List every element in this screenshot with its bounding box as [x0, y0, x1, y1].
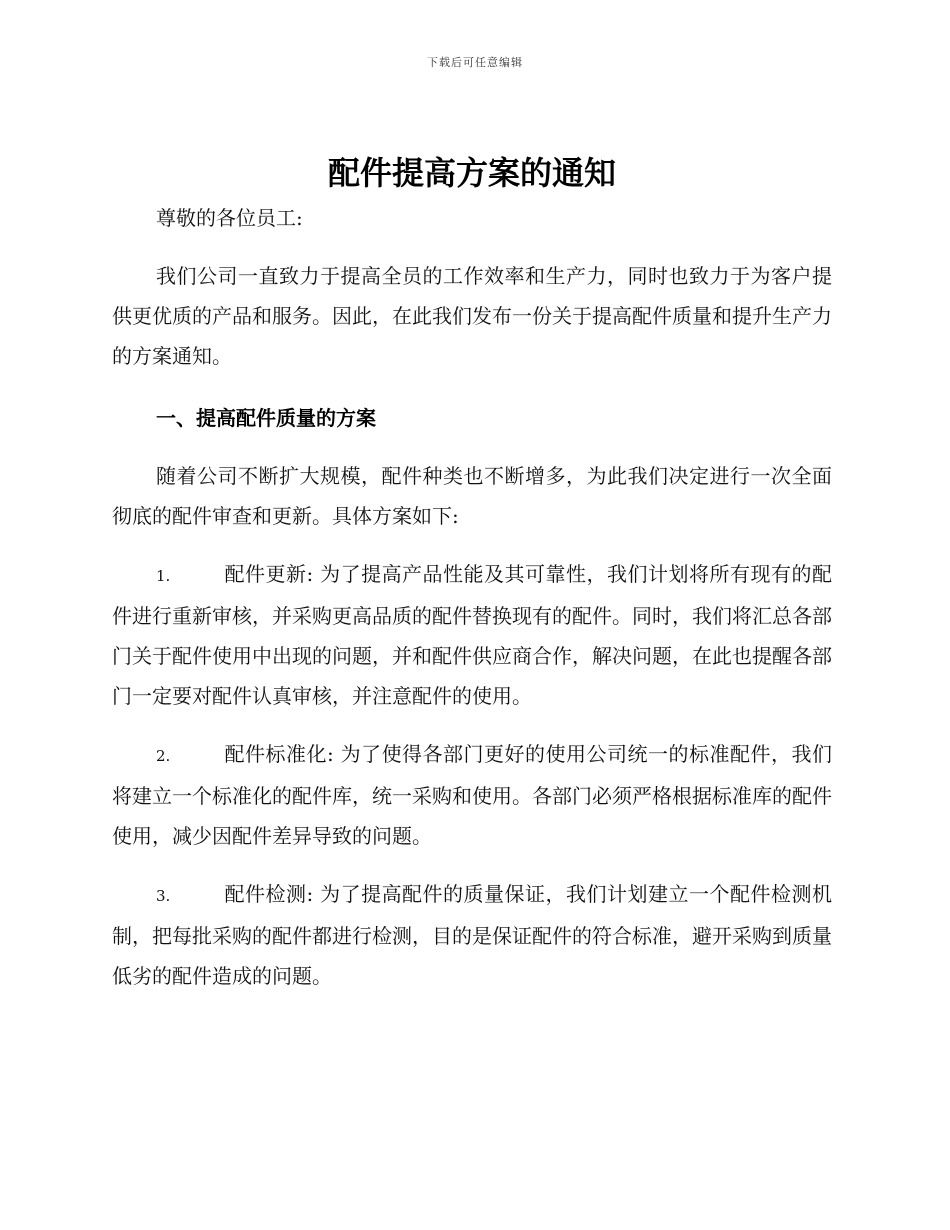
list-item-number: 3. — [156, 887, 171, 905]
list-item-text: 配件更新: 为了提高产品性能及其可靠性，我们计划将所有现有的配件进行重新审核，并采购更高品质的配件替换现有的配件。同时，我们将汇总各部门关于配件使用中出现的问题，并和配件供应商合作，解决问题，在此也提醒各部门一定要对配件认真审核，并注意配件的使用。 — [112, 562, 832, 708]
list-item — [112, 874, 832, 996]
list-item-number: 1. — [156, 567, 171, 585]
document-title: 配件提高方案的通知 — [327, 154, 616, 192]
list-item-text: 配件标准化: 为了使得各部门更好的使用公司统一的标准配件，我们将建立一个标准化的配件库，统一采购和使用。各部门必须严格根据标准库的配件使用，减少因配件差异导致的问题。 — [112, 742, 832, 848]
greeting: 尊敬的各位员工: — [156, 206, 303, 230]
section-heading: 一、提高配件质量的方案 — [156, 406, 376, 430]
list-item-text: 配件检测: 为了提高配件的质量保证，我们计划建立一个配件检测机制，把每批采购的配件都进行检测，目的是保证配件的符合标准，避开采购到质量低劣的配件造成的问题。 — [112, 882, 832, 988]
document-body — [112, 150, 832, 996]
intro-paragraph: 我们公司一直致力于提高全员的工作效率和生产力，同时也致力于为客户提供更优质的产品和服务。因此，在此我们发布一份关于提高配件质量和提升生产力的方案通知。 — [112, 264, 832, 368]
section-paragraph: 随着公司不断扩大规模，配件种类也不断增多，为此我们决定进行一次全面彻底的配件审查和更新。具体方案如下: — [112, 464, 832, 528]
header-note: 下载后可任意编辑 — [427, 56, 523, 69]
list-item-number: 2. — [156, 747, 171, 765]
list-item — [112, 734, 832, 856]
list-item — [112, 554, 832, 716]
